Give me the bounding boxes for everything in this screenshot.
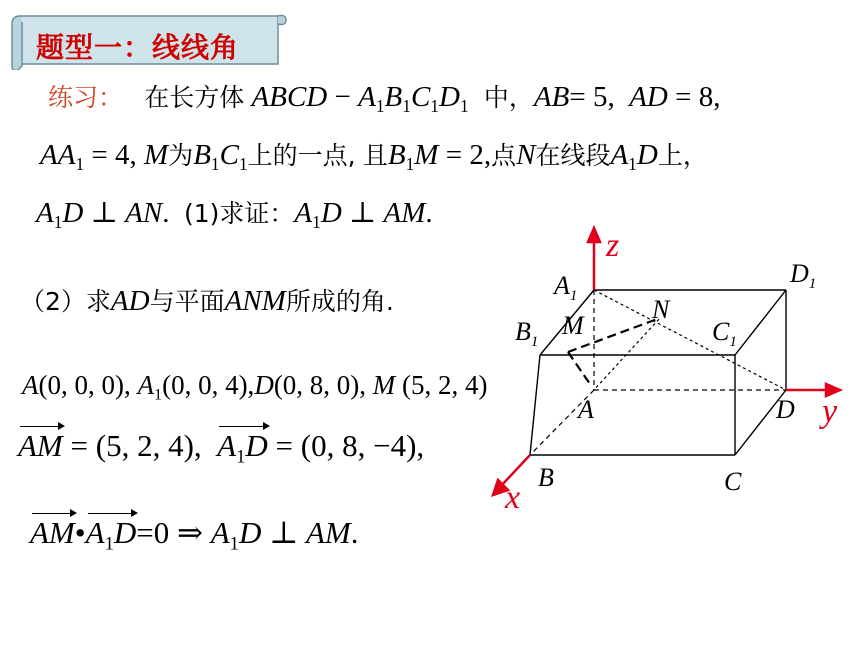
and-text: 且 [362,141,388,170]
dot-text: 点 [491,141,517,170]
label-c1: $C_1$ [712,317,737,350]
line1-prefix: 在长方体 [144,83,245,112]
svg-text:y: y [822,393,838,430]
label-m: M [562,311,584,340]
label-b: B [538,463,554,492]
label-n: N [652,295,670,324]
svg-text:x: x [505,479,521,516]
title-banner [8,10,278,66]
part2-start: （2）求 [20,287,111,316]
page-title: 题型一：线线角 [36,31,240,64]
dot-product-line: $AM•A_1D=0$ ⇒ $A_1D$ ⊥ AM. [30,515,359,555]
cuboid-diagram [480,220,860,520]
problem-line-3: $A_1D$ ⊥ AN. (1)求证：$A_1D$ ⊥ AM. [36,197,433,233]
label-c: C [724,467,742,496]
label-d1: $D_1$ [790,259,817,292]
coordinates-line: A(0, 0, 0), $A_1(0$, 0, 4),D(0, 8, 0), M (5, 2, 4) [22,370,488,404]
proof-text: (1)求证： [183,199,295,228]
exercise-label: 练习： [48,83,124,112]
problem-line-1: 练习： 在长方体 ABCD − $A_1B_1C_1D_1$ 中，AB= 5, AD = 8, [48,81,721,117]
line1-mid: 中， [483,83,534,112]
part2-mid: 与平面 [149,287,225,316]
on-seg-text: 在线段 [535,141,611,170]
label-a1: $A_1$ [554,271,578,304]
svg-text:z: z [606,227,620,264]
problem-part-2: （2）求AD与平面ANM所成的角. [20,285,394,317]
vectors-line: AM = (5, 2, 4), $A_1D = (0$, 8, −4), [18,428,425,468]
label-b1: $B_1$ [515,317,539,350]
label-a: A [578,395,594,424]
part2-end: 所成的角. [285,287,394,316]
m-on: 为 [168,141,194,170]
problem-line-2: $AA_1 = 4$, M为$B_1C_1$上的一点, 且$B_1M = 2$,点N在线段$A_1D$上， [40,139,708,175]
point-text: 上的一点, [247,141,356,170]
label-d: D [776,395,795,424]
above-text: 上， [657,141,708,170]
